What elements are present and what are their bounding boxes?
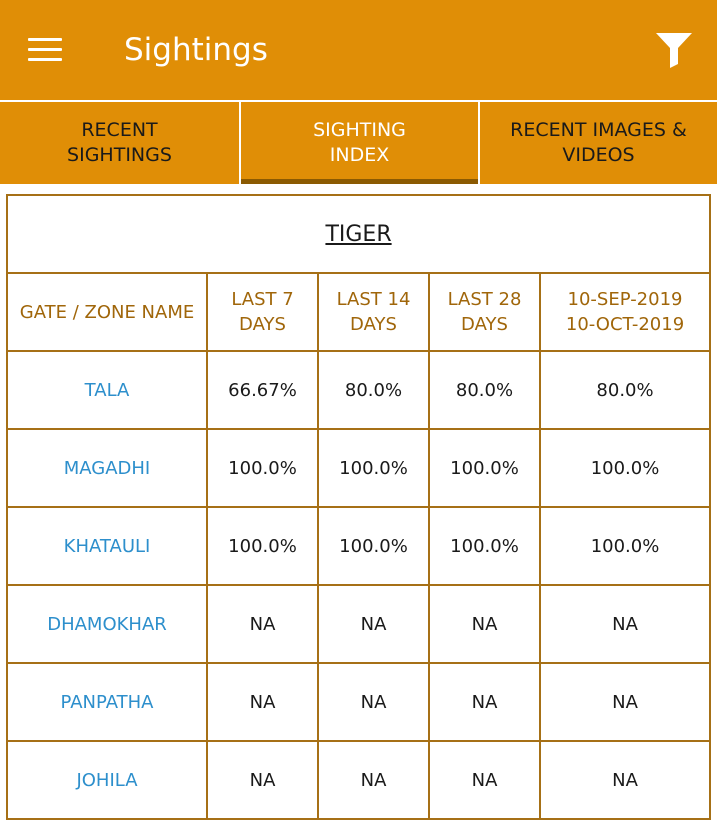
value-cell: 100.0% <box>429 507 540 585</box>
zone-name-link[interactable]: DHAMOKHAR <box>7 585 207 663</box>
value-cell: NA <box>540 741 710 819</box>
table-row <box>7 585 710 663</box>
tab-bar <box>0 100 717 184</box>
table-row <box>7 351 710 429</box>
value-cell: NA <box>540 663 710 741</box>
sighting-index-table-container <box>6 194 711 820</box>
column-header-date-range <box>540 273 710 351</box>
column-header-zone <box>7 273 207 351</box>
tab-label-line1: SIGHTING <box>313 119 406 141</box>
table-title-cell <box>7 195 710 273</box>
value-cell: 80.0% <box>540 351 710 429</box>
tab-label-line2: INDEX <box>329 144 390 166</box>
table-row <box>7 741 710 819</box>
header-line1: LAST 7 <box>231 289 294 310</box>
value-cell: NA <box>207 663 318 741</box>
value-cell: NA <box>429 663 540 741</box>
value-cell: NA <box>318 585 429 663</box>
tab-sighting-index[interactable] <box>241 102 478 184</box>
tab-label-line2: VIDEOS <box>562 144 635 166</box>
value-cell: 100.0% <box>207 429 318 507</box>
value-cell: 100.0% <box>429 429 540 507</box>
value-cell: NA <box>318 741 429 819</box>
value-cell: NA <box>318 663 429 741</box>
selected-tab-indicator <box>241 179 478 184</box>
value-cell: NA <box>540 585 710 663</box>
value-cell: 100.0% <box>318 507 429 585</box>
tab-label-line1: RECENT IMAGES & <box>510 119 687 141</box>
header-line1: 10-SEP-2019 <box>567 289 683 310</box>
table-header-row <box>7 273 710 351</box>
tab-label-line1: RECENT <box>81 119 158 141</box>
page-title: Sightings <box>124 32 268 68</box>
header-line1: GATE / ZONE NAME <box>19 301 195 323</box>
value-cell: NA <box>429 741 540 819</box>
zone-name-link[interactable]: TALA <box>7 351 207 429</box>
tab-recent-images-videos[interactable] <box>480 102 717 184</box>
header-line1: LAST 14 <box>336 289 411 310</box>
value-cell: 100.0% <box>540 507 710 585</box>
zone-name-link[interactable]: MAGADHI <box>7 429 207 507</box>
value-cell: NA <box>429 585 540 663</box>
zone-name-link[interactable]: KHATAULI <box>7 507 207 585</box>
table-title: TIGER <box>325 221 392 247</box>
value-cell: NA <box>207 741 318 819</box>
tab-recent-sightings[interactable] <box>0 102 239 184</box>
value-cell: 80.0% <box>318 351 429 429</box>
value-cell: 80.0% <box>429 351 540 429</box>
header-line2: DAYS <box>461 314 508 335</box>
header-line2: DAYS <box>239 314 286 335</box>
tab-label-line2: SIGHTINGS <box>67 144 172 166</box>
zone-name-link[interactable]: JOHILA <box>7 741 207 819</box>
zone-name-link[interactable]: PANPATHA <box>7 663 207 741</box>
column-header-last-7-days <box>207 273 318 351</box>
header-line2: DAYS <box>350 314 397 335</box>
value-cell: 100.0% <box>207 507 318 585</box>
value-cell: 100.0% <box>318 429 429 507</box>
table-row <box>7 507 710 585</box>
value-cell: 100.0% <box>540 429 710 507</box>
filter-funnel-icon[interactable] <box>654 30 694 68</box>
column-header-last-14-days <box>318 273 429 351</box>
value-cell: 66.67% <box>207 351 318 429</box>
table-row <box>7 429 710 507</box>
hamburger-menu-icon[interactable] <box>28 38 62 62</box>
column-header-last-28-days <box>429 273 540 351</box>
header-line1: LAST 28 <box>447 289 522 310</box>
value-cell: NA <box>207 585 318 663</box>
header-line2: 10-OCT-2019 <box>565 314 685 335</box>
sighting-index-table <box>6 194 711 820</box>
table-row <box>7 663 710 741</box>
app-bar <box>0 0 717 100</box>
